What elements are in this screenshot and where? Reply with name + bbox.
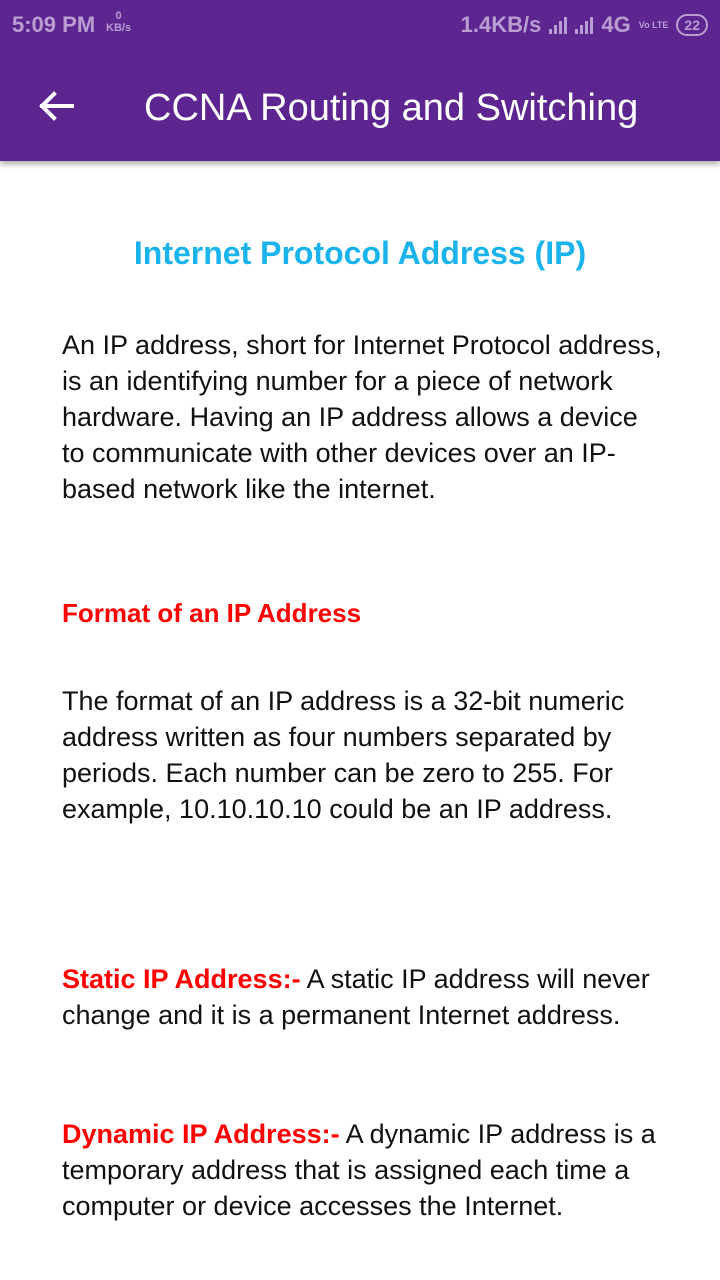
signal-2-icon [575,16,593,34]
volte-icon: Vo LTE [638,20,669,30]
dynamic-ip-label: Dynamic IP Address:- [62,1119,340,1149]
status-data-value: 0 [115,10,122,22]
dynamic-ip-text: A dynamic IP address is a temporary address that is assigned each time a computer or device accesses the Internet. [62,1119,656,1221]
static-ip-paragraph [62,961,662,1033]
network-speed: 1.4KB/s [460,12,542,37]
app-title: CCNA Routing and Switching [144,87,639,129]
static-ip-text: A static IP address will never change and it is a permanent Internet address. [62,964,650,1030]
battery-icon: 22 [676,14,708,36]
intro-paragraph: An IP address, short for Internet Protocol address, is an identifying number for a piece of network hardware. Having an IP address allows a device to communicate with other devices over an IP-based network like the internet. [62,330,662,504]
app-bar [0,0,720,161]
format-paragraph: The format of an IP address is a 32-bit numeric address written as four numbers separated by periods. Each number can be zero to 255. For example, 10.10.10.10 could be an IP address. [62,686,625,824]
static-ip-label: Static IP Address:- [62,964,301,994]
network-type: 4G [601,12,631,37]
dynamic-ip-paragraph [62,1116,662,1224]
article-heading: Internet Protocol Address (IP) [133,235,587,271]
status-right [461,12,708,38]
status-time: 5:09 PM [12,12,96,37]
status-bar [0,0,720,50]
article-content [0,161,720,1280]
status-data-meter [106,10,131,34]
back-arrow-icon[interactable] [36,86,76,126]
signal-icon [549,16,567,34]
status-data-unit: KB/s [106,22,132,34]
format-heading: Format of an IP Address [62,598,362,628]
